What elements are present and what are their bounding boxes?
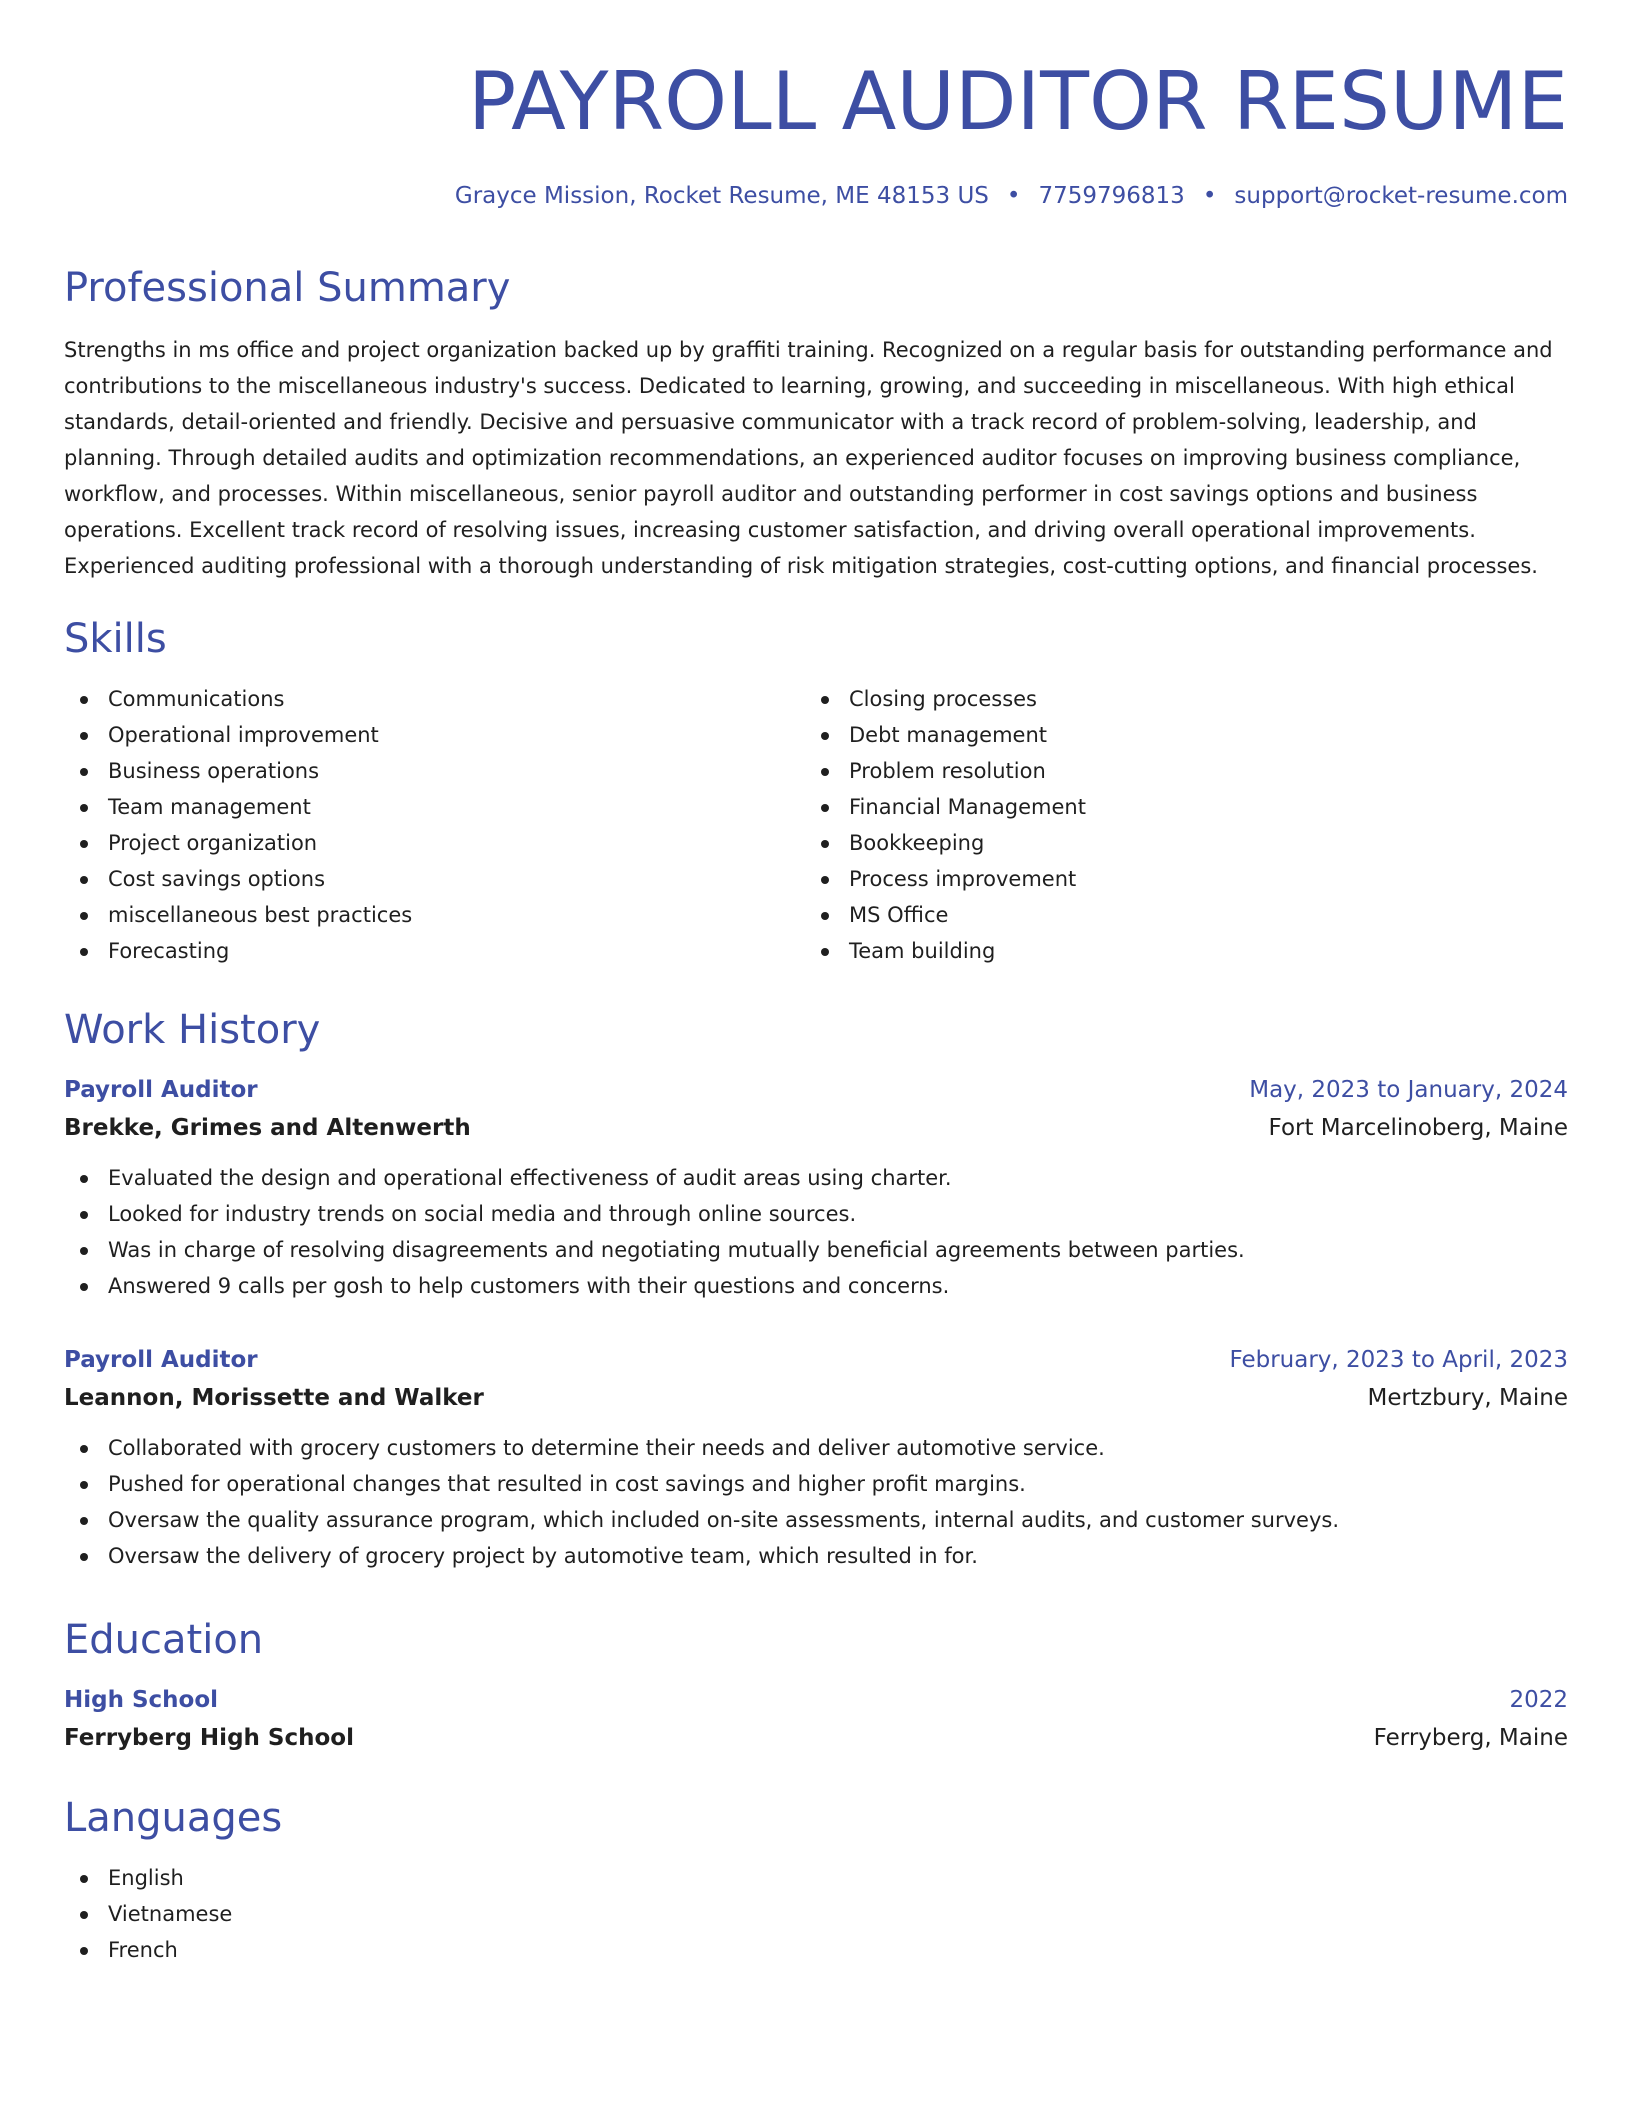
language-item: French [64,1932,1568,1968]
skills-section [64,613,1546,969]
job-company: Leannon, Morissette and Walker [64,1385,484,1411]
education-location: Ferryberg, Maine [1373,1725,1568,1751]
education-school: Ferryberg High School [64,1725,354,1751]
job-bullet: Oversaw the delivery of grocery project by automotive team, which resulted in for. [64,1538,1568,1574]
education-section [64,1614,1568,1758]
section-heading-skills: Skills [64,616,167,662]
job-title-row [64,1342,1568,1378]
job-title-row [64,1072,1568,1108]
section-heading-languages: Languages [64,1795,283,1841]
education-degree-row [64,1682,1568,1718]
section-heading-education: Education [64,1617,264,1663]
summary-text: Strengths in ms office and project organization backed up by graffiti training. Recognized on a regular basis for outstanding performance and contributions to the miscellaneous industry's success. Dedicated to learning, growing, and succeeding in miscellaneous. With high ethical standards, detail-oriented and friendly. Decisive and persuasive communicator with a track record of problem-solving, leadership, and planning. Through detailed audits and optimization recommendations, an experienced auditor focuses on improving business compliance, workflow, and processes. Within miscellaneous, senior payroll auditor and outstanding performer in cost savings options and business operations. Excellent track record of resolving issues, increasing customer satisfaction, and driving overall operational improvements. Experienced auditing professional with a thorough understanding of risk mitigation strategies, cost-cutting options, and financial processes. [64,338,1553,578]
job-company: Brekke, Grimes and Altenwerth [64,1115,471,1141]
language-item: English [64,1860,1568,1896]
contact-separator: • [1202,183,1217,209]
skill-item: Financial Management [805,789,1546,825]
job-bullet: Looked for industry trends on social media and through online sources. [64,1196,1568,1232]
section-heading-work-history: Work History [64,1007,321,1053]
job-bullet: Evaluated the design and operational effectiveness of audit areas using charter. [64,1160,1568,1196]
job-title: Payroll Auditor [64,1347,258,1373]
job-bullet: Answered 9 calls per gosh to help customers with their questions and concerns. [64,1268,1568,1304]
job-dates: May, 2023 to January, 2024 [1249,1077,1568,1103]
skill-item: Project organization [64,825,805,861]
job-company-row [64,1378,1568,1418]
skill-item: Business operations [64,753,805,789]
skill-item: Team building [805,933,1546,969]
job-location: Fort Marcelinoberg, Maine [1268,1115,1568,1141]
job-bullet: Was in charge of resolving disagreements and negotiating mutually beneficial agreements between parties. [64,1232,1568,1268]
contact-line [64,180,1568,212]
skill-item: Team management [64,789,805,825]
skill-item: MS Office [805,897,1546,933]
education-school-row [64,1718,1568,1758]
skill-item: Problem resolution [805,753,1546,789]
job-bullet: Oversaw the quality assurance program, which included on-site assessments, internal audits, and customer surveys. [64,1502,1568,1538]
job-company-row [64,1108,1568,1148]
skills-grid [64,681,1546,969]
skill-item: Debt management [805,717,1546,753]
skill-item: Cost savings options [64,861,805,897]
contact-phone: 7759796813 [1038,183,1185,209]
job-entry [64,1072,1568,1304]
contact-separator: • [1006,183,1021,209]
job-bullet: Collaborated with grocery customers to determine their needs and deliver automotive service. [64,1430,1568,1466]
professional-summary-section [64,262,1568,584]
skill-item: Closing processes [805,681,1546,717]
job-dates: February, 2023 to April, 2023 [1229,1347,1568,1373]
skill-item: Forecasting [64,933,805,969]
work-history-section [64,1004,1568,1574]
languages-list [64,1860,1568,1968]
job-bullet: Pushed for operational changes that resulted in cost savings and higher profit margins. [64,1466,1568,1502]
job-entry [64,1342,1568,1574]
resume-header [64,54,1568,212]
job-bullet-list [64,1430,1568,1574]
education-entry [64,1682,1568,1758]
skill-item: Bookkeeping [805,825,1546,861]
resume-title: PAYROLL AUDITOR RESUME [468,55,1568,148]
job-bullet-list [64,1160,1568,1304]
job-location: Mertzbury, Maine [1367,1385,1568,1411]
skill-item: Process improvement [805,861,1546,897]
skills-column-left [64,681,805,969]
skill-item: Communications [64,681,805,717]
contact-email: support@rocket-resume.com [1234,183,1568,209]
section-heading-summary: Professional Summary [64,265,511,311]
job-title: Payroll Auditor [64,1077,258,1103]
contact-address: Grayce Mission, Rocket Resume, ME 48153 US [454,183,989,209]
education-degree: High School [64,1687,219,1713]
language-item: Vietnamese [64,1896,1568,1932]
languages-section [64,1792,1568,1968]
skills-column-right [805,681,1546,969]
skill-item: miscellaneous best practices [64,897,805,933]
education-year: 2022 [1509,1687,1568,1713]
skill-item: Operational improvement [64,717,805,753]
